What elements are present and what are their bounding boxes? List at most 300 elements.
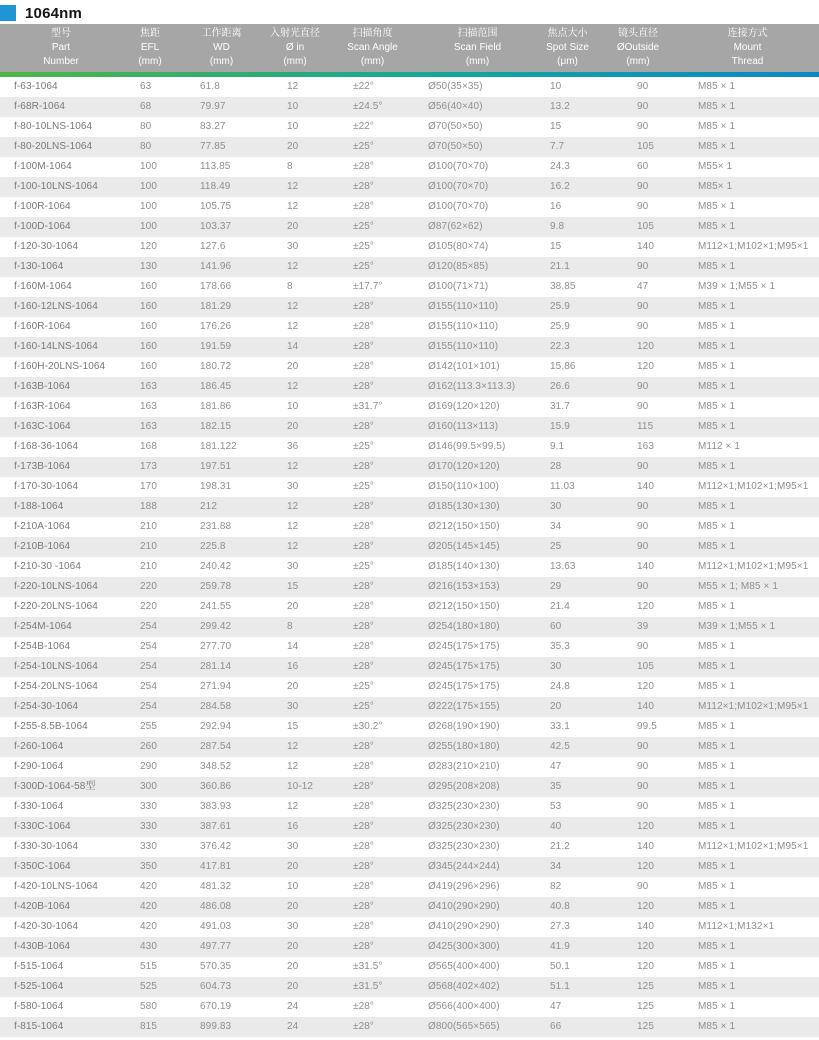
cell-efl: 120 [140, 241, 157, 252]
cell-scan-field: Ø162(113.3×113.3) [428, 381, 516, 392]
cell-efl: 255 [140, 721, 157, 732]
cell-scan-angle: ±28° [353, 901, 375, 912]
cell-wd: 497.77 [200, 941, 232, 952]
cell-wd: 383.93 [200, 801, 232, 812]
cell-input-diameter: 30 [287, 701, 299, 712]
cell-scan-angle: ±28° [353, 301, 375, 312]
col-header-efl: 焦距 EFL (mm) [138, 28, 162, 67]
cell-scan-field: Ø245(175×175) [428, 641, 500, 652]
table-row [0, 177, 819, 197]
cell-efl: 525 [140, 981, 157, 992]
cell-part-number: f-160-12LNS-1064 [14, 301, 98, 312]
cell-outside-diameter: 60 [637, 161, 649, 172]
cell-scan-angle: ±28° [353, 381, 375, 392]
cell-part-number: f-68R-1064 [14, 101, 66, 112]
cell-wd: 491.03 [200, 921, 232, 932]
cell-spot-size: 16.2 [550, 181, 570, 192]
table-row [0, 97, 819, 117]
cell-outside-diameter: 120 [637, 821, 654, 832]
cell-scan-angle: ±28° [353, 661, 375, 672]
cell-wd: 259.78 [200, 581, 232, 592]
cell-input-diameter: 14 [287, 641, 299, 652]
cell-scan-field: Ø800(565×565) [428, 1021, 500, 1032]
cell-efl: 130 [140, 261, 157, 272]
cell-input-diameter: 20 [287, 601, 299, 612]
cell-spot-size: 50.1 [550, 961, 570, 972]
table-row [0, 137, 819, 157]
cell-efl: 290 [140, 761, 157, 772]
cell-outside-diameter: 90 [637, 761, 649, 772]
cell-wd: 77.85 [200, 141, 226, 152]
cell-scan-field: Ø100(70×70) [428, 181, 489, 192]
cell-scan-field: Ø216(153×153) [428, 581, 500, 592]
cell-spot-size: 7.7 [550, 141, 565, 152]
cell-scan-angle: ±28° [353, 421, 375, 432]
cell-part-number: f-300D-1064-58型 [14, 781, 96, 792]
cell-part-number: f-188-1064 [14, 501, 64, 512]
cell-mount-thread: M85 × 1 [698, 521, 736, 532]
cell-mount-thread: M85 × 1 [698, 461, 736, 472]
cell-outside-diameter: 115 [637, 421, 654, 432]
table-row [0, 457, 819, 477]
cell-mount-thread: M85 × 1 [698, 881, 736, 892]
cell-efl: 170 [140, 481, 157, 492]
cell-outside-diameter: 140 [637, 481, 654, 492]
cell-spot-size: 13.63 [550, 561, 576, 572]
cell-scan-angle: ±22° [353, 81, 375, 92]
cell-outside-diameter: 90 [637, 401, 649, 412]
table-row [0, 717, 819, 737]
cell-mount-thread: M85 × 1 [698, 961, 736, 972]
table-header [0, 24, 819, 72]
table-row [0, 757, 819, 777]
cell-input-diameter: 15 [287, 581, 299, 592]
table-row [0, 777, 819, 797]
cell-input-diameter: 20 [287, 981, 299, 992]
cell-outside-diameter: 120 [637, 901, 654, 912]
cell-scan-field: Ø170(120×120) [428, 461, 500, 472]
cell-scan-field: Ø568(402×402) [428, 981, 500, 992]
cell-scan-angle: ±28° [353, 201, 375, 212]
col-header-mount-thread: 连接方式 Mount Thread [727, 28, 768, 67]
cell-part-number: f-160-14LNS-1064 [14, 341, 98, 352]
cell-spot-size: 33.1 [550, 721, 570, 732]
cell-input-diameter: 16 [287, 821, 299, 832]
cell-efl: 220 [140, 601, 157, 612]
cell-scan-angle: ±25° [353, 441, 375, 452]
cell-scan-angle: ±28° [353, 501, 375, 512]
cell-wd: 281.14 [200, 661, 232, 672]
section-title-bar [0, 0, 819, 24]
cell-scan-angle: ±24.5° [353, 101, 383, 112]
cell-mount-thread: M85 × 1 [698, 321, 736, 332]
cell-input-diameter: 20 [287, 421, 299, 432]
cell-mount-thread: M55 × 1; M85 × 1 [698, 581, 778, 592]
cell-part-number: f-210A-1064 [14, 521, 71, 532]
cell-scan-angle: ±28° [353, 821, 375, 832]
cell-efl: 163 [140, 421, 157, 432]
cell-scan-angle: ±28° [353, 921, 375, 932]
cell-input-diameter: 12 [287, 801, 299, 812]
cell-part-number: f-163C-1064 [14, 421, 71, 432]
cell-input-diameter: 12 [287, 541, 299, 552]
cell-outside-diameter: 90 [637, 501, 649, 512]
table-row [0, 637, 819, 657]
cell-wd: 277.70 [200, 641, 232, 652]
cell-efl: 815 [140, 1021, 157, 1032]
cell-scan-angle: ±25° [353, 261, 375, 272]
cell-efl: 68 [140, 101, 152, 112]
cell-mount-thread: M85 × 1 [698, 821, 736, 832]
cell-spot-size: 38.85 [550, 281, 576, 292]
table-row [0, 837, 819, 857]
cell-mount-thread: M85 × 1 [698, 681, 736, 692]
table-row [0, 497, 819, 517]
cell-efl: 430 [140, 941, 157, 952]
cell-spot-size: 25.9 [550, 301, 570, 312]
cell-mount-thread: M85 × 1 [698, 781, 736, 792]
cell-part-number: f-168-36-1064 [14, 441, 79, 452]
cell-scan-field: Ø255(180×180) [428, 741, 500, 752]
cell-scan-field: Ø222(175×155) [428, 701, 500, 712]
cell-input-diameter: 8 [287, 621, 293, 632]
cell-input-diameter: 12 [287, 201, 299, 212]
cell-mount-thread: M85 × 1 [698, 541, 736, 552]
cell-efl: 80 [140, 121, 152, 132]
cell-scan-field: Ø212(150×150) [428, 521, 500, 532]
cell-mount-thread: M85 × 1 [698, 941, 736, 952]
cell-spot-size: 20 [550, 701, 562, 712]
cell-wd: 113.85 [200, 161, 231, 172]
cell-wd: 670.19 [200, 1001, 232, 1012]
cell-wd: 287.54 [200, 741, 232, 752]
cell-outside-diameter: 90 [637, 641, 649, 652]
cell-input-diameter: 30 [287, 921, 299, 932]
cell-scan-angle: ±31.5° [353, 981, 383, 992]
cell-outside-diameter: 90 [637, 581, 649, 592]
cell-part-number: f-254B-1064 [14, 641, 71, 652]
cell-scan-field: Ø410(290×290) [428, 901, 500, 912]
cell-spot-size: 24.8 [550, 681, 570, 692]
cell-mount-thread: M85 × 1 [698, 741, 736, 752]
cell-scan-angle: ±28° [353, 521, 375, 532]
cell-spot-size: 21.2 [550, 841, 570, 852]
cell-outside-diameter: 163 [637, 441, 654, 452]
cell-input-diameter: 12 [287, 501, 299, 512]
cell-part-number: f-63-1064 [14, 81, 58, 92]
cell-scan-field: Ø87(62×62) [428, 221, 483, 232]
cell-scan-field: Ø142(101×101) [428, 361, 500, 372]
cell-scan-angle: ±25° [353, 561, 375, 572]
cell-efl: 160 [140, 341, 157, 352]
cell-spot-size: 15.86 [550, 361, 576, 372]
cell-part-number: f-160M-1064 [14, 281, 72, 292]
cell-outside-diameter: 120 [637, 961, 654, 972]
cell-input-diameter: 10 [287, 101, 299, 112]
cell-spot-size: 66 [550, 1021, 562, 1032]
cell-outside-diameter: 120 [637, 861, 654, 872]
cell-mount-thread: M85 × 1 [698, 501, 736, 512]
cell-part-number: f-160H-20LNS-1064 [14, 361, 106, 372]
cell-wd: 481.32 [200, 881, 232, 892]
cell-part-number: f-430B-1064 [14, 941, 71, 952]
table-row [0, 257, 819, 277]
cell-input-diameter: 20 [287, 941, 299, 952]
cell-part-number: f-173B-1064 [14, 461, 71, 472]
cell-scan-field: Ø70(50×50) [428, 121, 483, 132]
cell-efl: 163 [140, 381, 157, 392]
cell-outside-diameter: 99.5 [637, 721, 657, 732]
cell-spot-size: 31.7 [550, 401, 570, 412]
cell-scan-angle: ±31.7° [353, 401, 383, 412]
cell-scan-field: Ø185(130×130) [428, 501, 500, 512]
cell-wd: 118.49 [200, 181, 231, 192]
cell-scan-field: Ø56(40×40) [428, 101, 483, 112]
accent-square-icon [0, 5, 16, 21]
col-header-scan-angle: 扫描角度 Scan Angle (mm) [347, 28, 398, 67]
cell-efl: 330 [140, 821, 157, 832]
cell-input-diameter: 20 [287, 901, 299, 912]
cell-efl: 254 [140, 661, 157, 672]
col-header-outside-diameter: 镜头直径 ØOutside (mm) [616, 28, 660, 67]
table-row [0, 377, 819, 397]
cell-input-diameter: 12 [287, 321, 299, 332]
cell-input-diameter: 30 [287, 561, 299, 572]
cell-wd: 240.42 [200, 561, 232, 572]
cell-spot-size: 34 [550, 521, 562, 532]
table-row [0, 357, 819, 377]
table-row [0, 657, 819, 677]
cell-wd: 198.31 [200, 481, 232, 492]
cell-efl: 63 [140, 81, 152, 92]
cell-scan-field: Ø254(180×180) [428, 621, 500, 632]
cell-mount-thread: M112×1;M102×1;M95×1 [698, 561, 809, 572]
cell-spot-size: 30 [550, 661, 562, 672]
cell-wd: 141.96 [200, 261, 232, 272]
col-header-scan-field: 扫描范围 Scan Field (mm) [453, 28, 502, 67]
cell-input-diameter: 15 [287, 721, 299, 732]
cell-scan-field: Ø155(110×110) [428, 341, 499, 352]
cell-input-diameter: 12 [287, 301, 299, 312]
cell-scan-angle: ±25° [353, 481, 375, 492]
cell-efl: 100 [140, 161, 157, 172]
cell-wd: 292.94 [200, 721, 232, 732]
cell-outside-diameter: 90 [637, 261, 649, 272]
cell-spot-size: 25.9 [550, 321, 570, 332]
cell-outside-diameter: 140 [637, 561, 654, 572]
cell-part-number: f-100R-1064 [14, 201, 71, 212]
cell-efl: 80 [140, 141, 152, 152]
table-body [0, 77, 819, 1037]
cell-wd: 191.59 [200, 341, 232, 352]
cell-part-number: f-120-30-1064 [14, 241, 79, 252]
cell-efl: 515 [140, 961, 157, 972]
cell-spot-size: 53 [550, 801, 562, 812]
cell-input-diameter: 12 [287, 521, 299, 532]
cell-mount-thread: M85 × 1 [698, 801, 736, 812]
cell-efl: 420 [140, 921, 157, 932]
cell-part-number: f-170-30-1064 [14, 481, 79, 492]
cell-outside-diameter: 90 [637, 881, 649, 892]
table-row [0, 477, 819, 497]
cell-outside-diameter: 120 [637, 341, 654, 352]
cell-scan-angle: ±25° [353, 241, 375, 252]
cell-wd: 181.86 [200, 401, 232, 412]
cell-outside-diameter: 125 [637, 1021, 654, 1032]
cell-outside-diameter: 90 [637, 541, 649, 552]
cell-scan-angle: ±25° [353, 221, 375, 232]
cell-wd: 225.8 [200, 541, 226, 552]
cell-wd: 61.8 [200, 81, 220, 92]
cell-scan-angle: ±22° [353, 121, 375, 132]
cell-scan-angle: ±28° [353, 1021, 375, 1032]
cell-scan-angle: ±28° [353, 1001, 375, 1012]
cell-wd: 387.61 [200, 821, 232, 832]
cell-scan-angle: ±28° [353, 861, 375, 872]
cell-wd: 180.72 [200, 361, 232, 372]
cell-part-number: f-100-10LNS-1064 [14, 181, 98, 192]
table-row [0, 157, 819, 177]
cell-scan-angle: ±28° [353, 321, 375, 332]
cell-input-diameter: 10 [287, 401, 299, 412]
cell-mount-thread: M85× 1 [698, 181, 733, 192]
cell-scan-angle: ±25° [353, 681, 375, 692]
cell-mount-thread: M85 × 1 [698, 1021, 736, 1032]
cell-efl: 254 [140, 701, 157, 712]
cell-wd: 105.75 [200, 201, 232, 212]
cell-mount-thread: M85 × 1 [698, 301, 736, 312]
cell-mount-thread: M112×1;M102×1;M95×1 [698, 481, 809, 492]
cell-efl: 254 [140, 621, 157, 632]
table-row [0, 957, 819, 977]
cell-scan-field: Ø419(296×296) [428, 881, 500, 892]
page-title: 1064nm [25, 4, 83, 22]
table-row [0, 877, 819, 897]
table-row [0, 537, 819, 557]
cell-wd: 186.45 [200, 381, 232, 392]
cell-scan-angle: ±28° [353, 641, 375, 652]
cell-scan-angle: ±28° [353, 741, 375, 752]
cell-scan-field: Ø295(208×208) [428, 781, 500, 792]
cell-scan-angle: ±28° [353, 841, 375, 852]
cell-scan-angle: ±28° [353, 881, 375, 892]
cell-mount-thread: M85 × 1 [698, 761, 736, 772]
cell-part-number: f-254-30-1064 [14, 701, 79, 712]
cell-mount-thread: M85 × 1 [698, 121, 736, 132]
cell-efl: 160 [140, 321, 157, 332]
cell-spot-size: 21.1 [550, 261, 570, 272]
cell-efl: 160 [140, 301, 157, 312]
table-row [0, 1017, 819, 1037]
cell-efl: 163 [140, 401, 157, 412]
cell-wd: 178.66 [200, 281, 232, 292]
cell-input-diameter: 8 [287, 281, 293, 292]
cell-scan-field: Ø155(110×110) [428, 301, 499, 312]
cell-input-diameter: 24 [287, 1021, 299, 1032]
cell-input-diameter: 12 [287, 741, 299, 752]
cell-mount-thread: M85 × 1 [698, 1001, 736, 1012]
cell-mount-thread: M112×1;M132×1 [698, 921, 775, 932]
cell-efl: 100 [140, 221, 157, 232]
cell-spot-size: 35 [550, 781, 562, 792]
cell-scan-field: Ø283(210×210) [428, 761, 500, 772]
cell-part-number: f-220-10LNS-1064 [14, 581, 98, 592]
table-row [0, 517, 819, 537]
cell-spot-size: 13.2 [550, 101, 570, 112]
cell-efl: 220 [140, 581, 157, 592]
cell-outside-diameter: 120 [637, 941, 654, 952]
cell-scan-field: Ø268(190×190) [428, 721, 500, 732]
table-row [0, 857, 819, 877]
cell-input-diameter: 30 [287, 481, 299, 492]
cell-part-number: f-210B-1064 [14, 541, 71, 552]
cell-efl: 210 [140, 541, 157, 552]
cell-input-diameter: 24 [287, 1001, 299, 1012]
cell-outside-diameter: 90 [637, 781, 649, 792]
cell-mount-thread: M85 × 1 [698, 901, 736, 912]
cell-scan-angle: ±28° [353, 601, 375, 612]
cell-part-number: f-100D-1064 [14, 221, 71, 232]
cell-outside-diameter: 105 [637, 661, 654, 672]
cell-input-diameter: 10-12 [287, 781, 314, 792]
cell-scan-field: Ø100(70×70) [428, 161, 489, 172]
cell-efl: 173 [140, 461, 157, 472]
table-row [0, 977, 819, 997]
cell-mount-thread: M85 × 1 [698, 261, 736, 272]
cell-part-number: f-130-1064 [14, 261, 64, 272]
cell-scan-angle: ±28° [353, 161, 375, 172]
cell-wd: 486.08 [200, 901, 232, 912]
cell-scan-angle: ±28° [353, 761, 375, 772]
cell-input-diameter: 30 [287, 241, 299, 252]
cell-mount-thread: M85 × 1 [698, 141, 736, 152]
cell-scan-field: Ø245(175×175) [428, 661, 500, 672]
cell-input-diameter: 20 [287, 221, 299, 232]
cell-wd: 284.58 [200, 701, 232, 712]
cell-mount-thread: M112×1;M102×1;M95×1 [698, 701, 809, 712]
cell-efl: 350 [140, 861, 157, 872]
cell-part-number: f-254-10LNS-1064 [14, 661, 98, 672]
cell-efl: 330 [140, 801, 157, 812]
cell-efl: 330 [140, 841, 157, 852]
cell-efl: 160 [140, 281, 157, 292]
cell-spot-size: 40.8 [550, 901, 570, 912]
cell-part-number: f-515-1064 [14, 961, 64, 972]
cell-mount-thread: M112×1;M102×1;M95×1 [698, 241, 809, 252]
col-header-wd: 工作距离 WD (mm) [201, 28, 242, 67]
cell-scan-angle: ±25° [353, 141, 375, 152]
cell-efl: 420 [140, 881, 157, 892]
cell-input-diameter: 20 [287, 361, 299, 372]
cell-spot-size: 34 [550, 861, 562, 872]
cell-wd: 231.88 [200, 521, 232, 532]
cell-part-number: f-255-8.5B-1064 [14, 721, 88, 732]
cell-wd: 360.86 [200, 781, 232, 792]
cell-scan-field: Ø325(230×230) [428, 801, 500, 812]
cell-scan-field: Ø425(300×300) [428, 941, 500, 952]
cell-mount-thread: M85 × 1 [698, 641, 736, 652]
cell-part-number: f-80-10LNS-1064 [14, 121, 93, 132]
cell-outside-diameter: 47 [637, 281, 649, 292]
cell-wd: 376.42 [200, 841, 232, 852]
cell-wd: 212 [200, 501, 217, 512]
cell-spot-size: 15 [550, 121, 562, 132]
cell-mount-thread: M85 × 1 [698, 661, 736, 672]
cell-outside-diameter: 140 [637, 841, 654, 852]
cell-scan-field: Ø345(244×244) [428, 861, 500, 872]
table-row [0, 197, 819, 217]
cell-wd: 181.122 [200, 441, 237, 452]
